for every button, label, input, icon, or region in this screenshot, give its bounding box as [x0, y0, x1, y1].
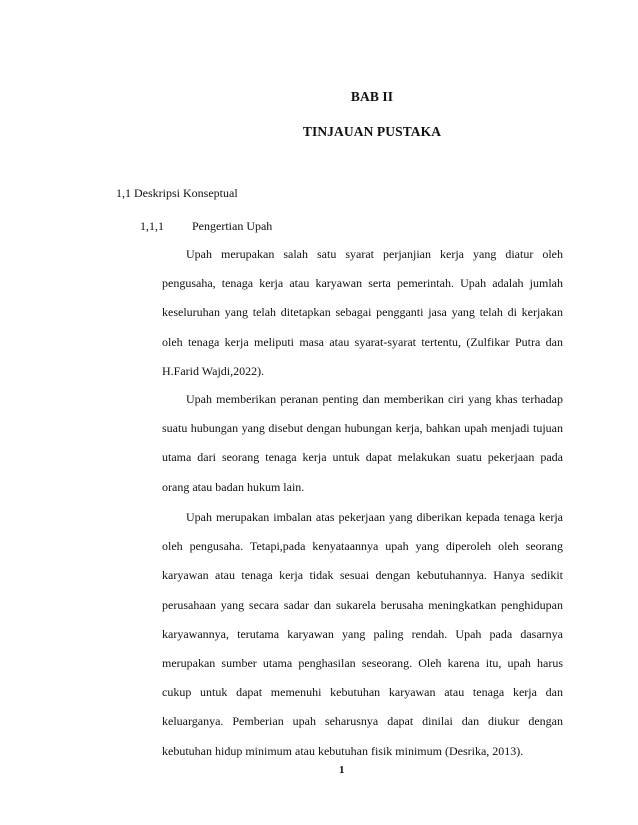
paragraph-2: Upah memberikan peranan penting dan memberikan ciri yang khas terhadap suatu hubungan yang disebut dengan hubungan kerja, bahkan upah menjadi tujuan utama dari seorang tenaga kerja untuk dapat melakukan suatu pekerjaan pada orang atau badan hukum lain.: [162, 392, 563, 494]
paragraph-3: Upah merupakan imbalan atas pekerjaan yang diberikan kepada tenaga kerja oleh pengusaha. Tetapi,pada kenyataannya upah yang diperoleh oleh seorang karyawan atau tenaga kerja tidak sesuai dengan kebutuhannya. Hanya sedikit perusahaan yang secara sadar dan sukarela berusaha meningkatkan penghidupan karyawannya, terutama karyawan yang paling rendah. Upah pada dasarnya merupakan sumber utama penghasilan seseorang. Oleh karena itu, upah harus cukup untuk dapat memenuhi kebutuhan karyawan atau tenaga kerja dan keluarganya. Pemberian upah seharusnya dapat dinilai dan diukur dengan kebutuhan hidup minimum atau kebutuhan fisik minimum (Desrika, 2013).: [162, 510, 563, 758]
section-heading: 1,1 Deskripsi Konseptual: [116, 186, 238, 200]
subsection-title: Pengertian Upah: [192, 219, 273, 233]
chapter-heading: BAB II: [350, 89, 394, 104]
subsection-heading: [140, 219, 272, 234]
subsection-number: 1,1,1: [140, 219, 164, 233]
paragraph-1: Upah merupakan salah satu syarat perjanjian kerja yang diatur oleh pengusaha, tenaga kerja atau karyawan serta pemerintah. Upah adalah jumlah keseluruhan yang telah ditetapkan sebagai pengganti jasa yang telah di kerjakan oleh tenaga kerja meliputi masa atau syarat-syarat tertentu, (Zulfikar Putra dan H.Farid Wajdi,2022).: [162, 247, 563, 378]
page-number: 1: [339, 764, 345, 776]
chapter-title: TINJAUAN PUSTAKA: [302, 124, 442, 139]
